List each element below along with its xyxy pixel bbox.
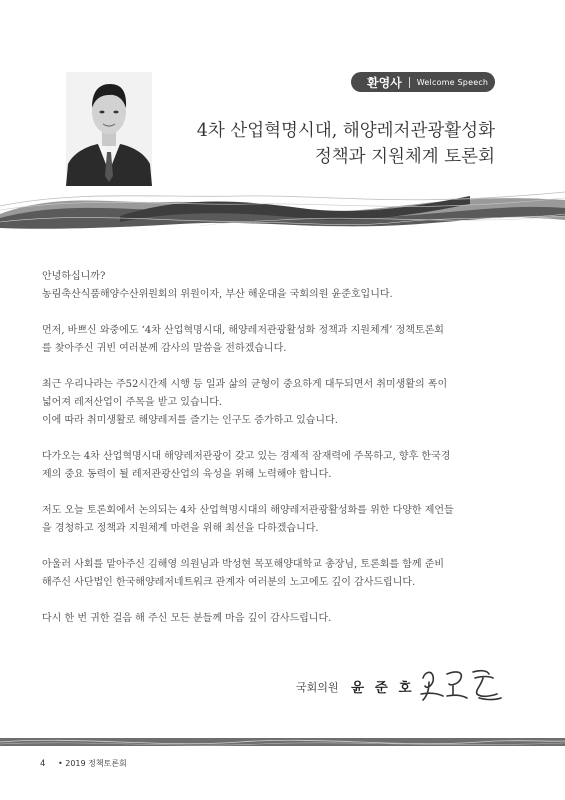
- badge-divider: [409, 77, 410, 88]
- handwritten-signature: [417, 664, 505, 704]
- footer-wave-band: [0, 736, 565, 748]
- body-line: 제의 중요 동력이 될 레저관광산업의 육성을 위해 노력해야 합니다.: [42, 469, 332, 480]
- portrait-illustration: [66, 72, 152, 186]
- publication-label: • 2019 정책토론회: [57, 759, 127, 768]
- body-line: 안녕하십니까?: [42, 271, 106, 282]
- signer-title: 국회의원: [296, 681, 339, 694]
- page-footer: [40, 758, 127, 769]
- body-line: 농림축산식품해양수산위원회의 위원이자, 부산 해운대을 국회의원 윤준호입니다.: [42, 289, 393, 300]
- body-line: 저도 오늘 토론회에서 논의되는 4차 산업혁명시대의 해양레저관광활성화를 위한 다양한 제언들: [42, 505, 454, 516]
- body-line: 넓어져 레저산업이 주목을 받고 있습니다.: [42, 397, 223, 408]
- speech-body: [42, 250, 532, 646]
- speaker-portrait: [66, 72, 152, 186]
- body-line: 다시 한 번 귀한 걸음 해 주신 모든 분들께 마음 깊이 감사드립니다.: [42, 613, 332, 624]
- body-line: 을 경청하고 정책과 지원체계 마련을 위해 최선을 다하겠습니다.: [42, 523, 319, 534]
- decorative-wave-banner: [0, 186, 565, 232]
- body-line: 다가오는 4차 산업혁명시대 해양레저관광이 갖고 있는 경제적 잠재력에 주목하고, 향후 한국경: [42, 451, 451, 462]
- title-line-2: 정책과 지원체계 토론회: [314, 147, 495, 167]
- signer-name: 윤 준 호: [351, 680, 415, 696]
- section-badge: [351, 72, 495, 92]
- body-line: 아울러 사회를 맡아주신 김해영 의원님과 박성현 목포해양대학교 총장님, 토론회를 함께 준비: [42, 559, 445, 570]
- body-line: 를 찾아주신 귀빈 여러분께 감사의 말씀을 전하겠습니다.: [42, 343, 287, 354]
- body-line: 해주신 사단법인 한국해양레저네트워크 관계자 여러분의 노고에도 깊이 감사드립니다.: [42, 577, 416, 588]
- body-line: 먼저, 바쁘신 와중에도 ‘4차 산업혁명시대, 해양레저관광활성화 정책과 지원체계’ 정책토론회: [42, 325, 444, 336]
- page-number: 4: [40, 759, 46, 769]
- title-line-1: 4차 산업혁명시대, 해양레저관광활성화: [196, 121, 495, 141]
- badge-sub-label: Welcome Speech: [416, 77, 489, 87]
- badge-main-label: 환영사: [367, 75, 402, 90]
- body-line: 이에 따라 취미생활로 해양레저를 즐기는 인구도 증가하고 있습니다.: [42, 415, 338, 426]
- page-title: [197, 118, 495, 170]
- body-line: 최근 우리나라는 주52시간제 시행 등 일과 삶의 균형이 중요하게 대두되면서 취미생활의 폭이: [42, 379, 448, 390]
